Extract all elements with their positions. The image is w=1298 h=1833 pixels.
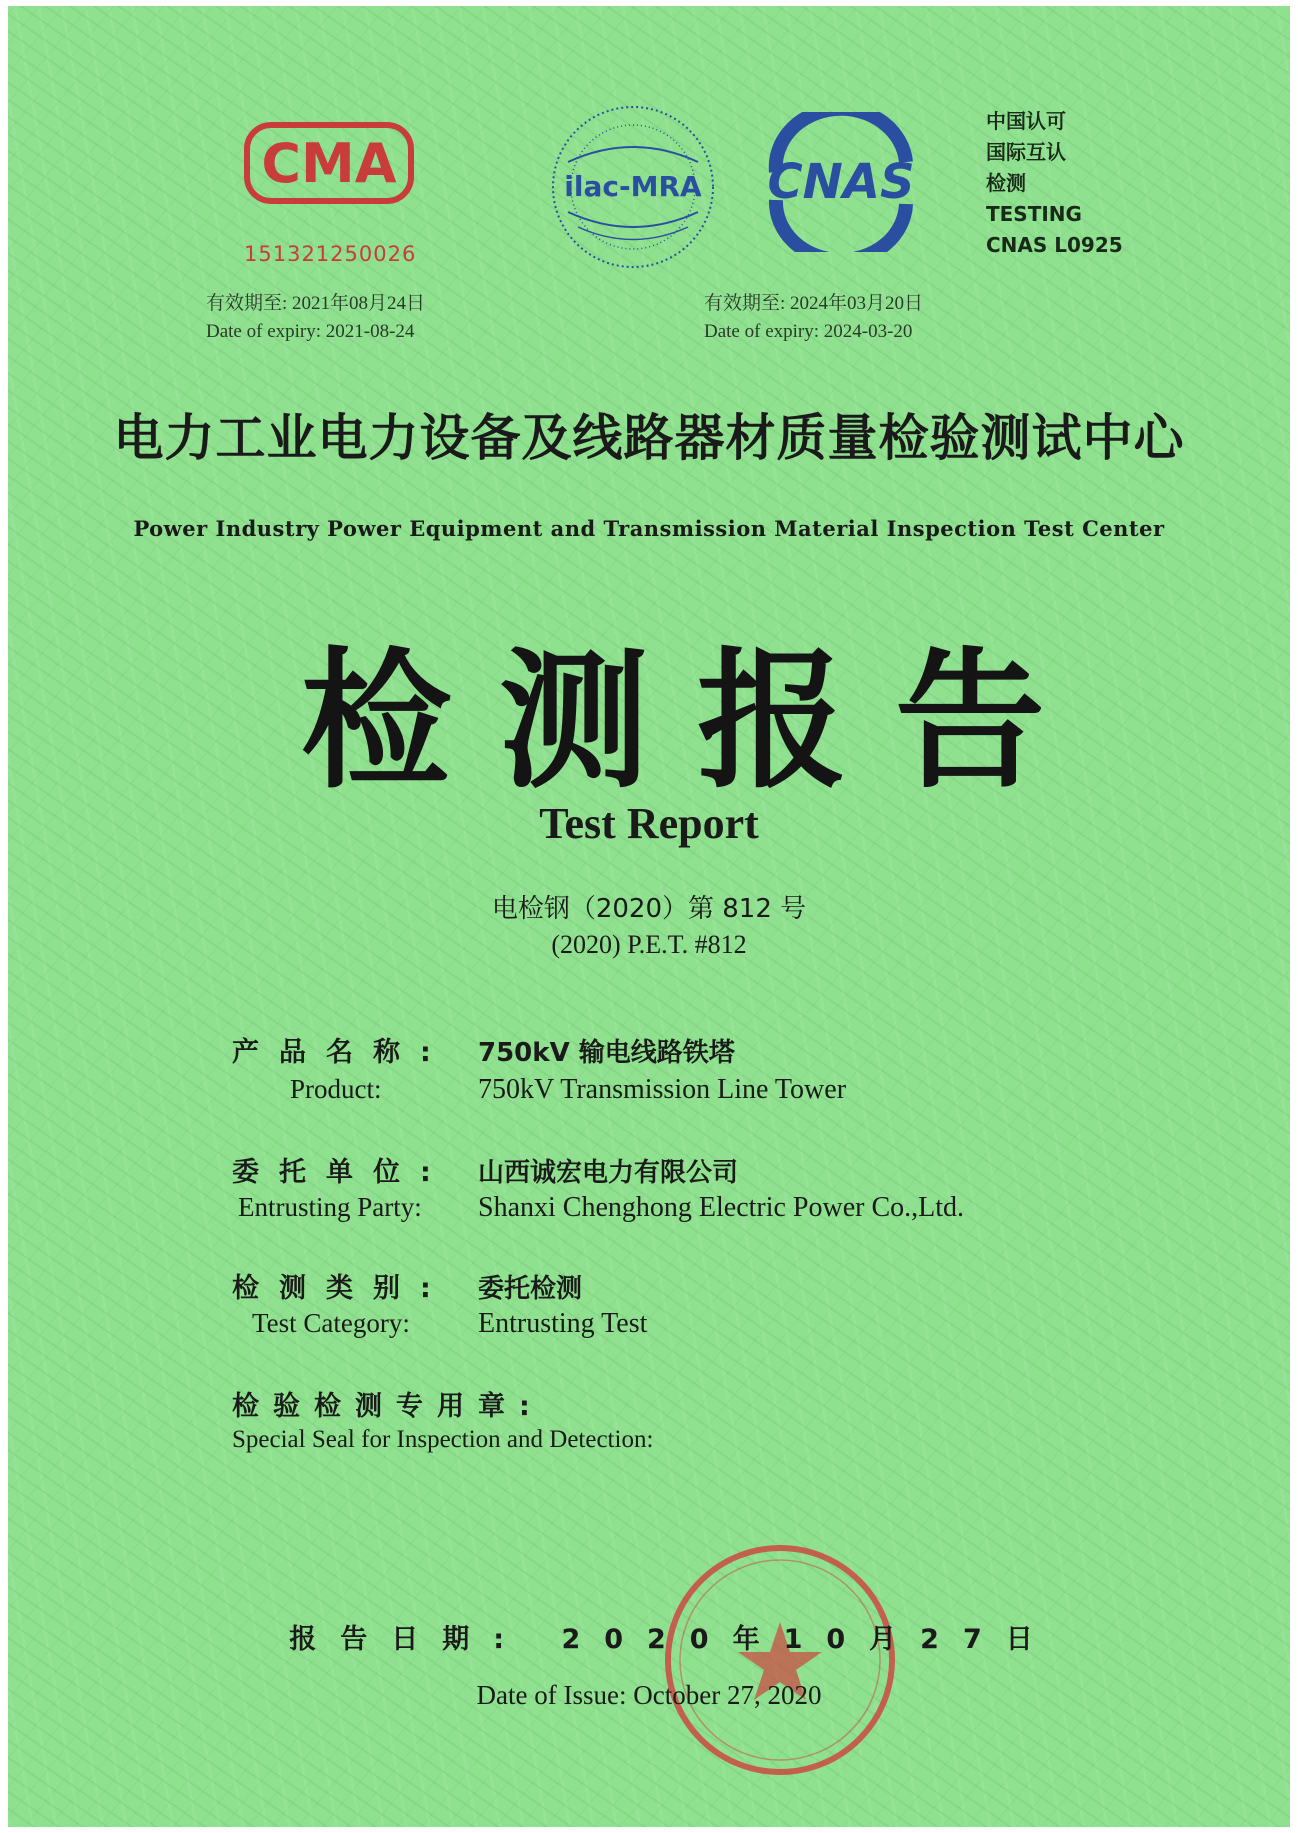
cnas-accreditation-text bbox=[986, 106, 1123, 261]
cnas-line: 中国认可 bbox=[986, 109, 1066, 133]
report-number-cn: 电检钢（2020）第 812 号 bbox=[491, 894, 807, 924]
ilac-logo-text: ilac-MRA bbox=[564, 170, 702, 203]
test-category-value-cn: 委托检测 bbox=[478, 1274, 583, 1304]
test-center-name-en: Power Industry Power Equipment and Transmission Material Inspection Test Center bbox=[133, 516, 1165, 541]
product-value-cn: 750kV 输电线路铁塔 bbox=[478, 1038, 735, 1068]
special-seal-label-en: Special Seal for Inspection and Detection: bbox=[232, 1426, 654, 1453]
test-category-value-en: Entrusting Test bbox=[478, 1308, 648, 1339]
product-label-cn: 产品名称: bbox=[232, 1037, 451, 1068]
cnas-expiry bbox=[704, 290, 923, 346]
cnas-logo-text: CNAS bbox=[767, 154, 915, 210]
cma-logo-text: CMA bbox=[261, 132, 397, 195]
cnas-line: TESTING bbox=[986, 202, 1082, 226]
cma-expiry-en: Date of expiry: 2021-08-24 bbox=[206, 321, 415, 342]
product-value-en: 750kV Transmission Line Tower bbox=[478, 1074, 847, 1105]
issue-date-en: Date of Issue: October 27, 2020 bbox=[476, 1680, 822, 1710]
cnas-logo bbox=[746, 112, 936, 252]
cnas-expiry-en: Date of expiry: 2024-03-20 bbox=[704, 321, 913, 342]
ilac-mra-logo bbox=[548, 102, 718, 272]
test-category-label-cn: 检测类别: bbox=[232, 1273, 451, 1304]
cnas-line: 检测 bbox=[986, 171, 1026, 195]
cma-expiry-cn: 有效期至: 2021年08月24日 bbox=[206, 293, 426, 314]
cnas-expiry-cn: 有效期至: 2024年03月20日 bbox=[704, 293, 924, 314]
report-title-cn: 检测报告 bbox=[300, 635, 1093, 809]
cma-expiry bbox=[206, 290, 425, 346]
test-category-label-en: Test Category: bbox=[252, 1308, 410, 1338]
cnas-line: CNAS L0925 bbox=[986, 233, 1123, 257]
product-label-en: Product: bbox=[290, 1074, 382, 1104]
entrusting-party-value-cn: 山西诚宏电力有限公司 bbox=[478, 1158, 739, 1188]
issue-date-cn: 报告日期: 2020年10月27日 bbox=[289, 1624, 1057, 1655]
report-title-en: Test Report bbox=[539, 799, 759, 848]
cnas-line: 国际互认 bbox=[986, 140, 1066, 164]
entrusting-party-label-en: Entrusting Party: bbox=[238, 1192, 422, 1222]
official-stamp bbox=[660, 1540, 900, 1780]
report-number-en: (2020) P.E.T. #812 bbox=[551, 930, 747, 959]
entrusting-party-value-en: Shanxi Chenghong Electric Power Co.,Ltd. bbox=[478, 1192, 965, 1223]
cma-number: 151321250026 bbox=[244, 242, 417, 266]
cma-logo bbox=[244, 122, 414, 204]
test-center-name-cn: 电力工业电力设备及线路器材质量检验测试中心 bbox=[113, 409, 1185, 467]
special-seal-label-cn: 检验检测专用章: bbox=[232, 1391, 544, 1422]
entrusting-party-label-cn: 委托单位: bbox=[232, 1157, 451, 1188]
